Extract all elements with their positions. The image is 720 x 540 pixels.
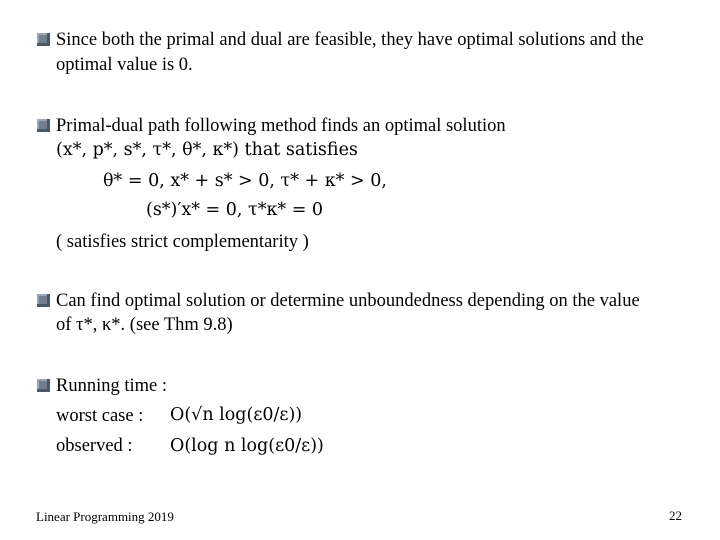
observed-value: O(log n log(ε0/ε)) — [170, 436, 324, 456]
bullet-square-icon — [37, 379, 50, 392]
condition-line-2: (s*)′x* = 0, τ*κ* = 0 — [146, 200, 324, 220]
condition-line-1: θ* = 0, x* + s* > 0, τ* + κ* > 0, — [103, 171, 387, 191]
bullet-1-line-2: optimal value is 0. — [56, 55, 193, 75]
bullet-3-line-2: of τ*, κ*. (see Thm 9.8) — [56, 315, 233, 335]
bullet-square-icon — [37, 119, 50, 132]
running-time-title: Running time : — [56, 376, 167, 396]
bullet-1-line-1: Since both the primal and dual are feasible, they have optimal solutions and the — [56, 30, 644, 50]
bullet-2-note: ( satisfies strict complementarity ) — [56, 232, 309, 252]
bullet-square-icon — [37, 294, 50, 307]
page-number: 22 — [669, 508, 682, 523]
worst-case-value: O(√n log(ε0/ε)) — [170, 405, 303, 425]
bullet-2-line-1: Primal-dual path following method finds an optimal solution — [56, 116, 506, 136]
bullet-square-icon — [37, 33, 50, 46]
worst-case-label: worst case : — [56, 406, 144, 426]
footer-course-title: Linear Programming 2019 — [36, 509, 174, 524]
observed-label: observed : — [56, 436, 133, 456]
bullet-3-line-1: Can find optimal solution or determine unboundedness depending on the value — [56, 291, 640, 311]
optimal-solution-tuple: (x*, p*, s*, τ*, θ*, κ*) that satisfies — [56, 140, 358, 160]
